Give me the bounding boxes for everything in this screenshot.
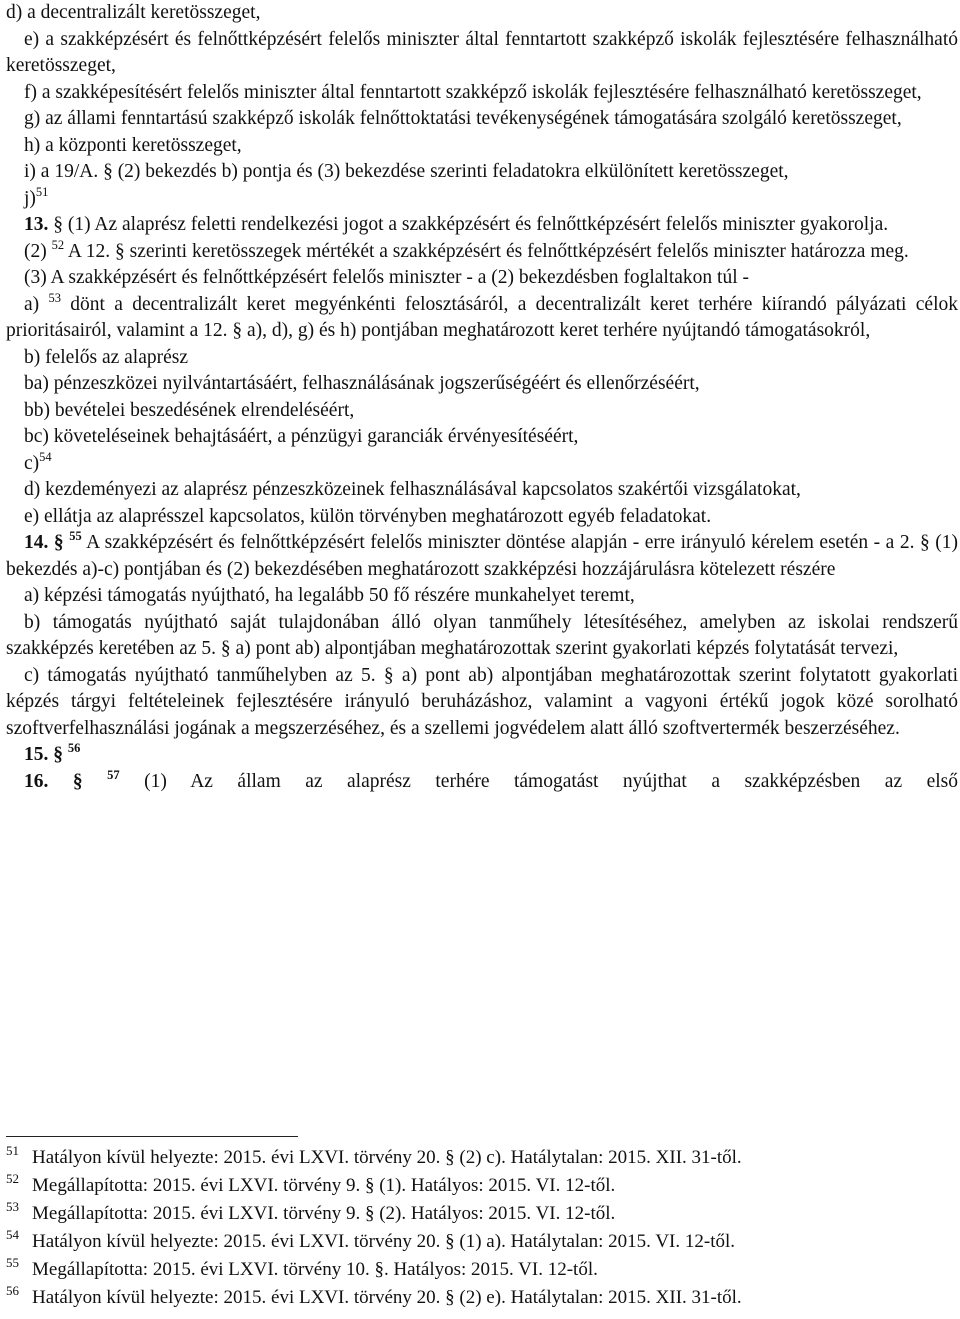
- paragraph-text: j): [24, 187, 36, 209]
- paragraph: [6, 504, 958, 531]
- paragraph: [6, 663, 958, 743]
- paragraph: [6, 371, 958, 398]
- paragraph: [6, 292, 958, 345]
- paragraph: [6, 27, 958, 80]
- footnote: [6, 1256, 958, 1284]
- paragraph: [6, 0, 958, 27]
- paragraph: [6, 106, 958, 133]
- footnote-text: Hatályon kívül helyezte: 2015. évi LXVI. törvény 20. § (2) c). Hatálytalan: 2015. XII. 31-től.: [32, 1147, 742, 1168]
- paragraph-text: d) a decentralizált keretösszeget,: [6, 2, 261, 23]
- paragraph-text: g) az állami fenntartású szakképző iskolák felnőttoktatási tevékenységének támogatására szolgáló keretösszeget,: [24, 108, 902, 129]
- paragraph: [6, 80, 958, 107]
- paragraph: [6, 239, 958, 266]
- paragraph: [6, 610, 958, 663]
- footnote-ref[interactable]: 56: [67, 741, 81, 755]
- paragraph-text: b) felelős az alaprész: [24, 346, 189, 368]
- paragraph: [6, 186, 958, 213]
- document-body: [6, 0, 958, 795]
- section-number: 15. §: [24, 744, 63, 765]
- footnote: [6, 1228, 958, 1256]
- paragraph: [6, 159, 958, 186]
- paragraph-text: e) a szakképzésért és felnőttképzésért felelős miniszter által fenntartott szakképző iskolák fejlesztésére felhasználható keretösszeget,: [6, 28, 958, 76]
- paragraph-text: (2): [24, 240, 47, 262]
- paragraph-text: § (1) Az alaprész feletti rendelkezési jogot a szakképzésért és felnőttképzésért felelős miniszter gyakorolja.: [48, 214, 889, 235]
- footnote-number: 54: [6, 1227, 19, 1242]
- paragraph: [6, 265, 958, 292]
- paragraph-text: (1) Az állam az alaprész terhére támogatást nyújthat a szakképzésben az első: [119, 770, 958, 792]
- section-15: [6, 742, 958, 769]
- footnote-number: 55: [6, 1255, 19, 1270]
- footnote: [6, 1144, 958, 1172]
- section-number: 14. §: [24, 532, 64, 553]
- section-number: 16. §: [24, 770, 83, 792]
- footnote-text: Megállapította: 2015. évi LXVI. törvény 9. § (1). Hatályos: 2015. VI. 12-től.: [32, 1175, 616, 1196]
- paragraph-text: A 12. § szerinti keretösszegek mértékét a szakképzésért és felnőttképzésért felelős miniszter határozza meg.: [64, 240, 909, 262]
- footnote-ref[interactable]: 55: [69, 529, 82, 543]
- paragraph: [6, 583, 958, 610]
- paragraph-text: c): [24, 452, 40, 474]
- footnote-text: Hatályon kívül helyezte: 2015. évi LXVI. törvény 20. § (2) e). Hatálytalan: 2015. XII. 31-től.: [32, 1287, 742, 1308]
- paragraph-text: ba) pénzeszközei nyilvántartásáért, felhasználásának jogszerűségéért és ellenőrzéséért,: [24, 373, 700, 394]
- paragraph: [6, 398, 958, 425]
- section-number: 13.: [24, 214, 49, 235]
- paragraph: [6, 133, 958, 160]
- section-14: [6, 530, 958, 583]
- footnote: [6, 1172, 958, 1200]
- paragraph: [6, 477, 958, 504]
- footnote-number: 56: [6, 1283, 19, 1298]
- section-16: [6, 769, 958, 796]
- footnote-text: Megállapította: 2015. évi LXVI. törvény 10. §. Hatályos: 2015. VI. 12-től.: [32, 1259, 598, 1280]
- paragraph-text: b) támogatás nyújtható saját tulajdonában álló olyan tanműhely létesítéséhez, amelyben az iskolai rendszerű szakképzés keretében az 5. § a) pont ab) alpontjában meghatározottak szerint gyakorlati képzés folytatását tervezi,: [6, 611, 958, 659]
- footnote-ref[interactable]: 54: [39, 449, 52, 464]
- footnote-number: 52: [6, 1171, 19, 1186]
- footnote-number: 53: [6, 1199, 19, 1214]
- footnote-text: Megállapította: 2015. évi LXVI. törvény 9. § (2). Hatályos: 2015. VI. 12-től.: [32, 1203, 616, 1224]
- paragraph: [6, 451, 958, 478]
- footnote: [6, 1200, 958, 1228]
- paragraph-text: a) képzési támogatás nyújtható, ha legalább 50 fő részére munkahelyet teremt,: [24, 585, 635, 606]
- paragraph-text: a): [24, 293, 40, 315]
- footnote-ref[interactable]: 52: [51, 237, 65, 252]
- footnote-ref[interactable]: 53: [48, 290, 61, 305]
- footnote-text: Hatályon kívül helyezte: 2015. évi LXVI. törvény 20. § (1) a). Hatálytalan: 2015. VI. 12-től.: [32, 1231, 735, 1252]
- footnote-ref[interactable]: 51: [35, 184, 49, 199]
- footnote-separator: [6, 1136, 298, 1137]
- paragraph-text: A szakképzésért és felnőttképzésért felelős miniszter döntése alapján - erre irányuló kérelem esetén - a 2. § (1) bekezdés a)-c) pontjában és (2) bekezdésében meghatározott szakképzési hozzájárulásra kötelezett részére: [6, 532, 959, 580]
- paragraph-text: dönt a decentralizált keret megyénkénti felosztásáról, a decentralizált keret terhére kiírandó pályázati célok prioritásairól, valamint a 12. § a), d), g) és h) pontjában meghatározott keret terhére nyújtandó támogatásokról,: [6, 293, 958, 341]
- paragraph-text: h) a központi keretösszeget,: [24, 134, 242, 156]
- paragraph-text: (3) A szakképzésért és felnőttképzésért felelős miniszter - a (2) bekezdésben foglaltakon túl -: [24, 267, 750, 288]
- footnote: [6, 1284, 958, 1312]
- paragraph: [6, 424, 958, 451]
- paragraph-text: bb) bevételei beszedésének elrendeléséért,: [24, 399, 355, 421]
- section-13: [6, 212, 958, 239]
- paragraph-text: f) a szakképesítésért felelős miniszter által fenntartott szakképző iskolák fejlesztésére felhasználható keretösszeget,: [24, 81, 922, 103]
- paragraph: [6, 345, 958, 372]
- paragraph-text: bc) követeléseinek behajtásáért, a pénzügyi garanciák érvényesítéséért,: [24, 426, 579, 447]
- footnotes: [6, 1144, 958, 1312]
- footnote-number: 51: [6, 1143, 19, 1158]
- paragraph-text: i) a 19/A. § (2) bekezdés b) pontja és (3) bekezdése szerinti feladatokra elkülönített keretösszeget,: [24, 161, 789, 182]
- paragraph-text: e) ellátja az alaprésszel kapcsolatos, külön törvényben meghatározott egyéb feladatokat.: [24, 505, 712, 527]
- paragraph-text: c) támogatás nyújtható tanműhelyben az 5. § a) pont ab) alpontjában meghatározottak szerint folytatott gyakorlati képzés tárgyi feltételeinek fejlesztésére irányuló beruházáshoz, valamint a vagyoni értékű jogok közé sorolható szoftverfelhasználási jogának a megszerzéséhez, és a szellemi jogvédelem alatt álló szoftvertermék beszerzéséhez.: [6, 664, 958, 739]
- footnote-ref[interactable]: 57: [107, 767, 120, 782]
- paragraph-text: d) kezdeményezi az alaprész pénzeszközeinek felhasználásával kapcsolatos szakértői vizsgálatokat,: [24, 479, 801, 500]
